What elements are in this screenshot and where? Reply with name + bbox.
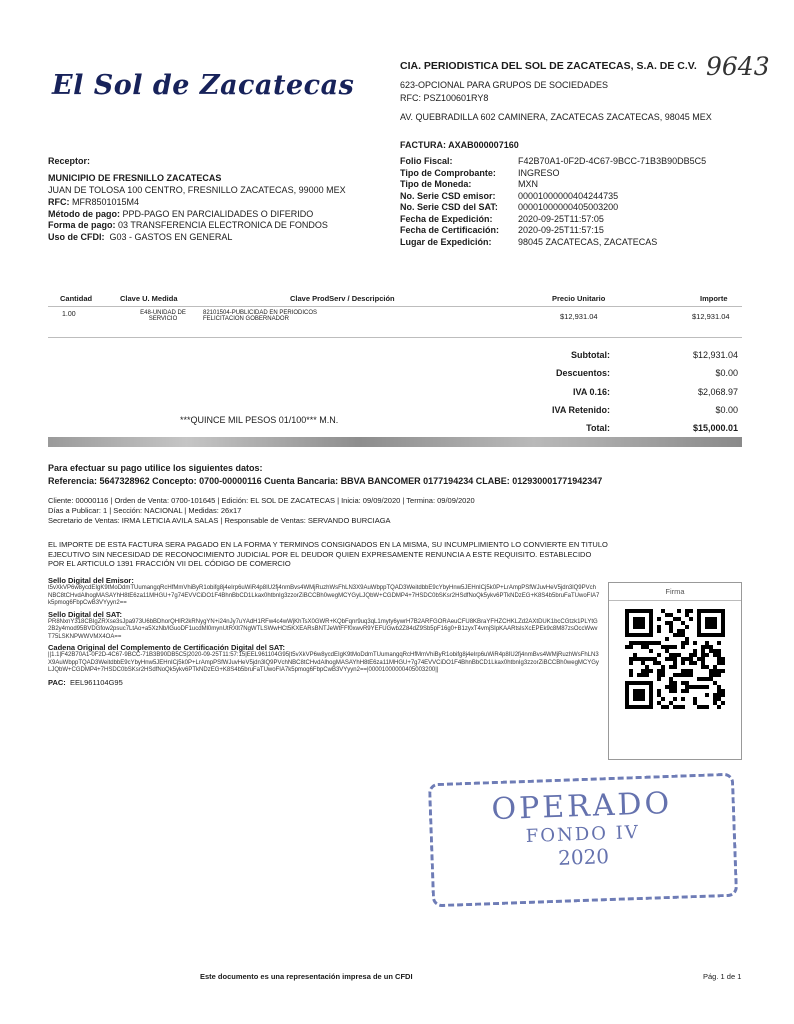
issuer-address: AV. QUEBRADILLA 602 CAMINERA, ZACATECAS ZACATECAS, 98045 MEX: [400, 112, 712, 122]
issuer-rfc: RFC: PSZ100601RY8: [400, 93, 489, 103]
total-value: $15,000.01: [692, 423, 738, 433]
fiscal-value: 2020-09-25T11:57:15: [518, 225, 604, 235]
rfc-value: MFR8501015M4: [72, 197, 140, 207]
payment-form: [48, 220, 388, 232]
receptor-rfc: [48, 197, 388, 209]
pac-value: EEL961104G95: [69, 677, 123, 687]
row-clave-line2: SERVICIO: [148, 316, 178, 322]
fiscal-row: [400, 168, 740, 180]
table-row-divider: [48, 337, 742, 338]
invoice-number: FACTURA: AXAB000007160: [400, 140, 519, 150]
payment-reference: Referencia: 5647328962 Concepto: 0700-00000116 Cuenta Bancaria: BBVA BANCOMER 0177194234 CLABE: 012930001771942347: [48, 476, 603, 486]
fiscal-row: [400, 237, 740, 249]
cadena-title: Cadena Original del Complemento de Certificación Digital del SAT:: [48, 643, 285, 652]
total-label: IVA Retenido:: [552, 405, 610, 415]
rfc-label: RFC:: [48, 197, 70, 207]
stamp-line2: FONDO IV: [525, 822, 641, 847]
total-value: $0.00: [715, 405, 738, 415]
payment-title: Para efectuar su pago utilice los siguientes datos:: [48, 463, 263, 473]
issuer-name: CIA. PERIODISTICA DEL SOL DE ZACATECAS, S.A. DE C.V.: [400, 60, 697, 72]
emisor-seal-title: Sello Digital del Emisor:: [48, 576, 134, 585]
fiscal-row: [400, 214, 740, 226]
col-descripcion: Clave ProdServ / Descripción: [290, 294, 395, 303]
row-clave-unidad: [138, 310, 188, 322]
qr-code-icon: [625, 609, 725, 709]
fiscal-row: [400, 191, 740, 203]
fiscal-label: No. Serie CSD del SAT:: [400, 202, 498, 212]
order-info-line2: Días a Publicar: 1 | Sección: NACIONAL | Medidas: 26x17: [48, 506, 242, 515]
operado-stamp: [428, 773, 738, 908]
cadena-text: ||1.1|F42B70A1-0F2D-4C67-9BCC-71B3B90DB5C5|2020-09-25T11:57:15|EEL961104G95|t5vXkVP6w8ycdEIgK9tMoDdmTUumangqRcHfMmVhiByR1obifg8j4eIrp6uWiR4p8IU2fj4nmBvs4WMjRuzhWsFhLN3X9AuWbppTQAD3WeitdbbE9cYbyHnw5JEHnICj5k0P+LrAmpPSfWJuvHeV5jdn3lQ9PVchNBC8tCHvdAlhogMASAYhH8tE6za11MHGU+7g74EVVCiDO1F4BhnBbCD1Lkax0htbnIg3zzorZiBCCBh0wegMCYGyLJQbW+CGDMP4+7HSDC0bSKsr2HSdfNoQk5ykv6PTkNDzEG+K8S4b5bruFaTUwoFIA7k5pmog6FbpCwB3VYyyn2==|00001000000405003200||: [48, 652, 599, 673]
receptor-name: MUNICIPIO DE FRESNILLO ZACATECAS: [48, 173, 222, 183]
amount-in-words: ***QUINCE MIL PESOS 01/100*** M.N.: [180, 415, 339, 425]
row-desc-line2: FELICITACION GOBERNADOR: [203, 316, 289, 322]
row-precio: $12,931.04: [560, 312, 598, 321]
row-importe: $12,931.04: [692, 312, 730, 321]
table-header-divider: [48, 306, 742, 307]
fiscal-value: MXN: [518, 179, 538, 189]
sat-seal-title: Sello Digital del SAT:: [48, 609, 123, 619]
col-cantidad: Cantidad: [60, 294, 93, 303]
stamp-line1: OPERADO: [490, 785, 673, 828]
total-value: $12,931.04: [692, 350, 738, 360]
total-label: Total:: [586, 423, 610, 433]
fiscal-data: [400, 156, 740, 248]
signature-qr-box: [608, 582, 742, 760]
sat-seal-text: PR8NxnY318CBIgZRXse3sJpa973U6bBDhorQHIR2kRNygYN+i24nJy7uYAdH1RFw4c4wWjKhTsX0GWR+KQbFqnr9uq3qL1myty6ywrH7B2ARFGORAeuCFU8KBraYFHZCHKLZd2AXtDUK1bcCGtzk1PLYtG2B2y4mod95BVDGfow2psuc7LtAo+a5XzNb/lGuoDF1ucdMl0mynUtRXlt7NgWTLSWwHCt5KXEARsBNTJeWtFFf0xwvR9YEFUGwb2Z84dZ9Sb5pF16g0+B1zyxT4vmjSIpKAARtslsXcEPEk9c8M87zsOccWwvT75LSKNPWWVMX4OA==: [48, 618, 598, 640]
newspaper-logo: El Sol de Zacatecas: [52, 70, 355, 101]
order-info-line1: Cliente: 00000116 | Orden de Venta: 0700-101645 | Edición: EL SOL DE ZACATECAS | Inicia: 09/09/2020 | Termina: 09/09/2020: [48, 496, 475, 505]
receptor-block: [48, 156, 388, 243]
fiscal-value: F42B70A1-0F2D-4C67-9BCC-71B3B90DB5C5: [518, 156, 707, 166]
fiscal-value: 00001000000405003200: [518, 202, 619, 212]
fiscal-label: No. Serie CSD emisor:: [400, 190, 496, 201]
payment-method-value: PPD-PAGO EN PARCIALIDADES O DIFERIDO: [122, 208, 314, 219]
total-label: Subtotal:: [571, 350, 610, 360]
cfdi-use: [48, 232, 388, 244]
fiscal-label: Tipo de Comprobante:: [400, 167, 496, 178]
receptor-title: Receptor:: [48, 156, 91, 166]
payment-method-label: Método de pago:: [48, 208, 120, 219]
fiscal-label: Fecha de Certificación:: [400, 225, 500, 235]
pac-label: PAC:: [48, 677, 66, 687]
separator-bar: [48, 437, 742, 447]
total-value: $2,068.97: [697, 387, 738, 397]
receptor-address: JUAN DE TOLOSA 100 CENTRO, FRESNILLO ZACATECAS, 99000 MEX: [48, 185, 346, 195]
col-precio-unitario: Precio Unitario: [552, 294, 606, 303]
fiscal-value: 2020-09-25T11:57:05: [518, 213, 604, 224]
total-value: $0.00: [715, 368, 738, 378]
order-info-line3: Secretario de Ventas: IRMA LETICIA AVILA SALAS | Responsable de Ventas: SERVANDO BURCIAGA: [48, 516, 391, 525]
cfdi-use-label: Uso de CFDI:: [48, 231, 105, 242]
fiscal-row: [400, 225, 740, 237]
stamp-line3: 2020: [557, 844, 610, 870]
fiscal-value: INGRESO: [518, 167, 560, 178]
total-label: IVA 0.16:: [572, 387, 610, 397]
col-importe: Importe: [700, 294, 728, 303]
fiscal-row: [400, 156, 740, 168]
fiscal-value: 00001000000404244735: [518, 190, 619, 201]
payment-form-label: Forma de pago:: [48, 220, 116, 230]
cfdi-use-value: G03 - GASTOS EN GENERAL: [109, 231, 233, 242]
firma-label: Firma: [665, 587, 685, 596]
fiscal-row: [400, 202, 740, 214]
fiscal-label: Lugar de Expedición:: [400, 236, 492, 247]
issuer-regime: 623-OPCIONAL PARA GRUPOS DE SOCIEDADES: [400, 80, 609, 90]
col-clave-unidad: Clave U. Medida: [120, 294, 178, 303]
fiscal-row: [400, 179, 740, 191]
total-label: Descuentos:: [555, 368, 610, 378]
row-clave-line1: E48-UNIDAD DE: [140, 310, 186, 316]
digital-seals: [48, 576, 600, 687]
handwritten-number: 9643: [706, 52, 770, 81]
fiscal-label: Folio Fiscal:: [400, 156, 453, 166]
order-info: [48, 496, 738, 526]
fiscal-label: Fecha de Expedición:: [400, 213, 493, 224]
fiscal-label: Tipo de Moneda:: [400, 179, 472, 189]
footer-cfdi-notice: Este documento es una representación impresa de un CFDI: [200, 972, 413, 981]
row-cantidad: 1.00: [62, 311, 76, 318]
payment-form-value: 03 TRANSFERENCIA ELECTRONICA DE FONDOS: [118, 220, 328, 230]
page-number: Pág. 1 de 1: [703, 972, 742, 981]
legal-text: EL IMPORTE DE ESTA FACTURA SERA PAGADO EN LA FORMA Y TERMINOS CONSIGNADOS EN LA MISMA, SU INCUMPLIMIENTO LO CONVIERTE EN TITULO EJECUTIVO SIN NECESIDAD DE RECONOCIMIENTO JUDICIAL POR EL DEUDOR QUIEN EXPRESAMENTE RENUNCIA A ESTE REQUISITO. ESTABLECIDO POR EL ARTICULO 1391 FRACCIÓN VII DEL CÓDIGO DE COMERCIO: [48, 540, 608, 568]
fiscal-value: 98045 ZACATECAS, ZACATECAS: [518, 236, 658, 247]
row-descripcion: [203, 310, 317, 322]
payment-method: [48, 209, 388, 221]
emisor-seal-text: t5vXkVP6w8ycdEIgK9tMoDdmTUumangqRcHfMmVhiByR1obifg8j4eIrp6uWiR4p8IU2fj4nmBvs4WMjRuzhWsFhLN3X9AuWbppTQAD3WeitdbbE9cYbyHnw5JEHnICj5k0P+LrAmpPSfWJuvHeV5jdn3lQ9PVchNBC8tCHvdAlhogMASAYhH8tE6za11MHGU+7g74EVVCiDO1F4BhnBbCD1Lkax0htbnIg3zzorZiBCCBh0wegMCYGyLJQbW+CGDMP4+7HSDC0bSKsr2HSdfNoQk5ykv6PTkNDzEG+K8S4b5bruFaTUwoFIA7k5pmog6FbpCwB3VYyyn2==: [48, 585, 600, 606]
row-desc-line1: 82101504-PUBLICIDAD EN PERIODICOS: [203, 310, 318, 316]
